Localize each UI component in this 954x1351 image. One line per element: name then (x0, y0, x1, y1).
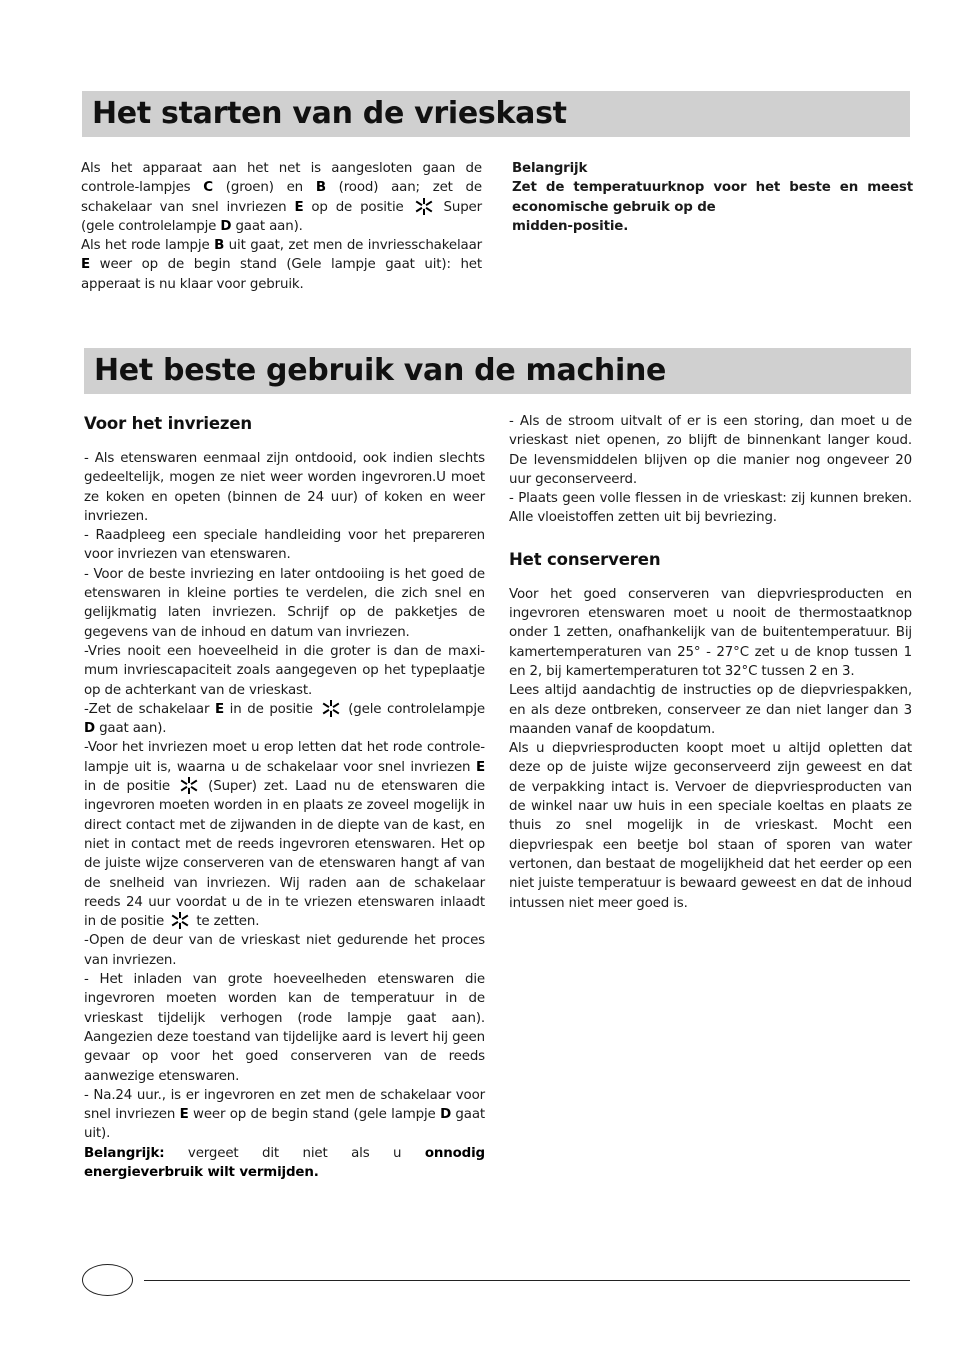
switch-e-label: E (294, 199, 304, 215)
text: (groen) en (212, 180, 316, 196)
important-line-1: Zet de temperatuurknop voor het beste en meest economische gebruik op de (512, 180, 913, 215)
preserving-paragraph-1: Voor het goed conserveren van diepvriesproducten en ingevroren etenswaren moet u nooit de thermostaatknop onder 1 zetten, onafhankelijk van de buitentemperatuur. Bij kamertemperaturen van 25° - 27°C zet u de knop tussen 1 en 2, bij kamertemperaturen tot 32°C tussen 2 en 3. (509, 586, 912, 679)
freezing-paragraph-2: - Raadpleeg een speciale handleiding voor het prepareren voor invriezen van etenswaren. (84, 528, 485, 563)
page-number-oval (82, 1264, 133, 1296)
switch-e-label: E (215, 701, 224, 717)
text: weer op de begin stand (gele lampje (188, 1107, 441, 1123)
freezing-paragraph-7: -Open de deur van de vrieskast niet gedurende het proces van invriezen. (84, 933, 485, 968)
freezing-paragraph-8: - Het inladen van grote hoeveelheden etenswaren die ingevroren moeten worden kan de temperatuur in de vrieskast tijdelijk verhogen (rode lampje gaat aan). Aangezien deze toestand van tijdelijke aard is levert hij geen gevaar op voor het goed conserveren van de reeds aanwezige etenswaren. (84, 972, 485, 1084)
subtitle-freezing: Voor het invriezen (84, 414, 252, 433)
important-note (512, 159, 913, 236)
text: (gele controlelampje (342, 701, 485, 717)
text: in de positie (84, 779, 178, 795)
text: op de positie (303, 199, 412, 215)
important-label: Belangrijk: (84, 1145, 165, 1161)
snowflake-icon (180, 777, 198, 794)
snowflake-icon (415, 198, 433, 215)
freezing-paragraph-5 (84, 700, 485, 739)
text: -Zet de schakelaar (84, 701, 215, 717)
text: gaat aan). (94, 721, 167, 737)
freezing-paragraph-6 (84, 738, 485, 931)
important-line-2: midden-positie. (512, 218, 629, 234)
text: uit gaat, zet men de invriesschakelaar (224, 238, 482, 254)
subtitle-preserving: Het conserveren (509, 549, 661, 569)
text: gaat aan). (231, 218, 303, 234)
important-text: onnodig energieverbruik wilt vermijden. (84, 1145, 485, 1180)
text: Super (gele controlelampje (81, 199, 482, 234)
freezing-paragraph-1: - Als etenswaren eenmaal zijn ontdooid, ook indien slechts gedeeltelijk, mogen ze niet weer worden ingevroren.U moet ze koken en opeten (binnen de 24 uur) of koken en weer invriezen. (84, 451, 485, 524)
section-title-starting: Het starten van de vrieskast (82, 91, 910, 137)
text: Als het apparaat aan het net is aangesloten gaan de controle-lampjes (81, 161, 482, 196)
text: (Super) zet. Laad nu de etenswaren die ingevroren moeten worden in en plaats ze zoveel mogelijk in direct contact met de zijwanden in de diepte van de kast, en niet in contact met de reeds ingevroren etenswaren. Het op de juiste wijze conserveren van de etenswaren hangt af van de snelheid van invriezen. Wij raden aan de schakelaar reeds 24 uur voordat u de in te vriezen etenswaren inlaadt in de positie (84, 779, 485, 930)
snowflake-icon (171, 912, 189, 929)
preserving-paragraph-3: Als u diepvriesproducten koopt moet u altijd opletten dat deze op de juiste wijze geconserveerd zijn geweest en dat de verpakking intact is. Vervoer de diepvriesproducten van de winkel naar uw huis in een speciale koeltas en plaats ze thuis zo snel mogelijk in de vrieskast. Mocht een diepvriespak een beetje bol staan of sporen van water vertonen, dan bestaat de mogelijkheid dat het eerder op een niet juiste temperatuur is bewaard geweest en dat de inhoud intussen niet meer goed is. (509, 741, 912, 911)
footer-rule (144, 1280, 910, 1281)
bottles-paragraph: - Plaats geen volle flessen in de vrieskast: zij kunnen breken. Alle vloeistoffen zetten uit bij bevriezing. (509, 491, 912, 526)
text: gaat uit). (84, 1107, 485, 1142)
starting-instructions (81, 159, 482, 294)
text: te zetten. (192, 914, 260, 930)
lamp-d-label: D (440, 1107, 452, 1123)
freezing-paragraph-9 (84, 1086, 485, 1144)
freezing-paragraph-important (84, 1144, 485, 1183)
freezing-paragraph-3: - Voor de beste invriezing en later ontdooiing is het goed de etenswaren in kleine porties te verdelen, die zich snel en gelijkmatig laten invriezen. Schrijf op de pakketjes de gegevens van de inhoud en datum van invriezen. (84, 566, 485, 640)
switch-e-label: E (179, 1107, 189, 1123)
lamp-d-label: D (220, 218, 232, 234)
starting-paragraph-2 (81, 236, 482, 294)
section-title-best-use: Het beste gebruik van de machine (84, 348, 911, 394)
preserving-instructions (509, 412, 912, 913)
switch-e-label: E (476, 759, 485, 775)
text: weer op de begin stand (Gele lampje gaat uit): het apperaat is nu klaar voor gebruik. (81, 257, 482, 292)
freezing-instructions (84, 413, 485, 1182)
text: vergeet dit niet als u (164, 1145, 425, 1161)
starting-paragraph-1 (81, 159, 482, 236)
switch-e-label: E (81, 257, 90, 273)
text: Als het rode lampje (81, 238, 215, 254)
snowflake-icon (322, 700, 340, 717)
text: -Voor het invriezen moet u erop letten dat het rode controle-lampje uit is, waarna u de schakelaar voor snel invriezen (84, 740, 485, 775)
lamp-b-label: B (315, 180, 326, 196)
text: (rood) aan; zet de schakelaar van snel invriezen (81, 180, 482, 215)
preserving-paragraph-2: Lees altijd aandachtig de instructies op de diepvriespakken, en als deze ontbreken, conserveer ze dan niet langer dan 3 maanden vanaf de koopdatum. (509, 683, 912, 737)
lamp-b-label: B (214, 238, 225, 254)
freezing-paragraph-4: -Vries nooit een hoeveelheid in die groter is dan de maxi-mum invriescapaciteit zoals aangegeven op het typeplaatje op de achterkant van de vrieskast. (84, 643, 485, 698)
power-failure-paragraph: - Als de stroom uitvalt of er is een storing, dan moet u de vrieskast niet openen, zo blijft de binnenkant langer koud. De levensmiddelen blijven op die manier nog ongeveer 20 uur geconserveerd. (509, 414, 912, 487)
text: in de positie (224, 701, 319, 717)
lamp-d-label: D (84, 721, 95, 737)
text: - Na.24 uur., is er ingevroren en zet men de schakelaar voor snel invriezen (84, 1087, 485, 1123)
important-heading: Belangrijk (512, 161, 588, 176)
lamp-c-label: C (203, 180, 213, 196)
